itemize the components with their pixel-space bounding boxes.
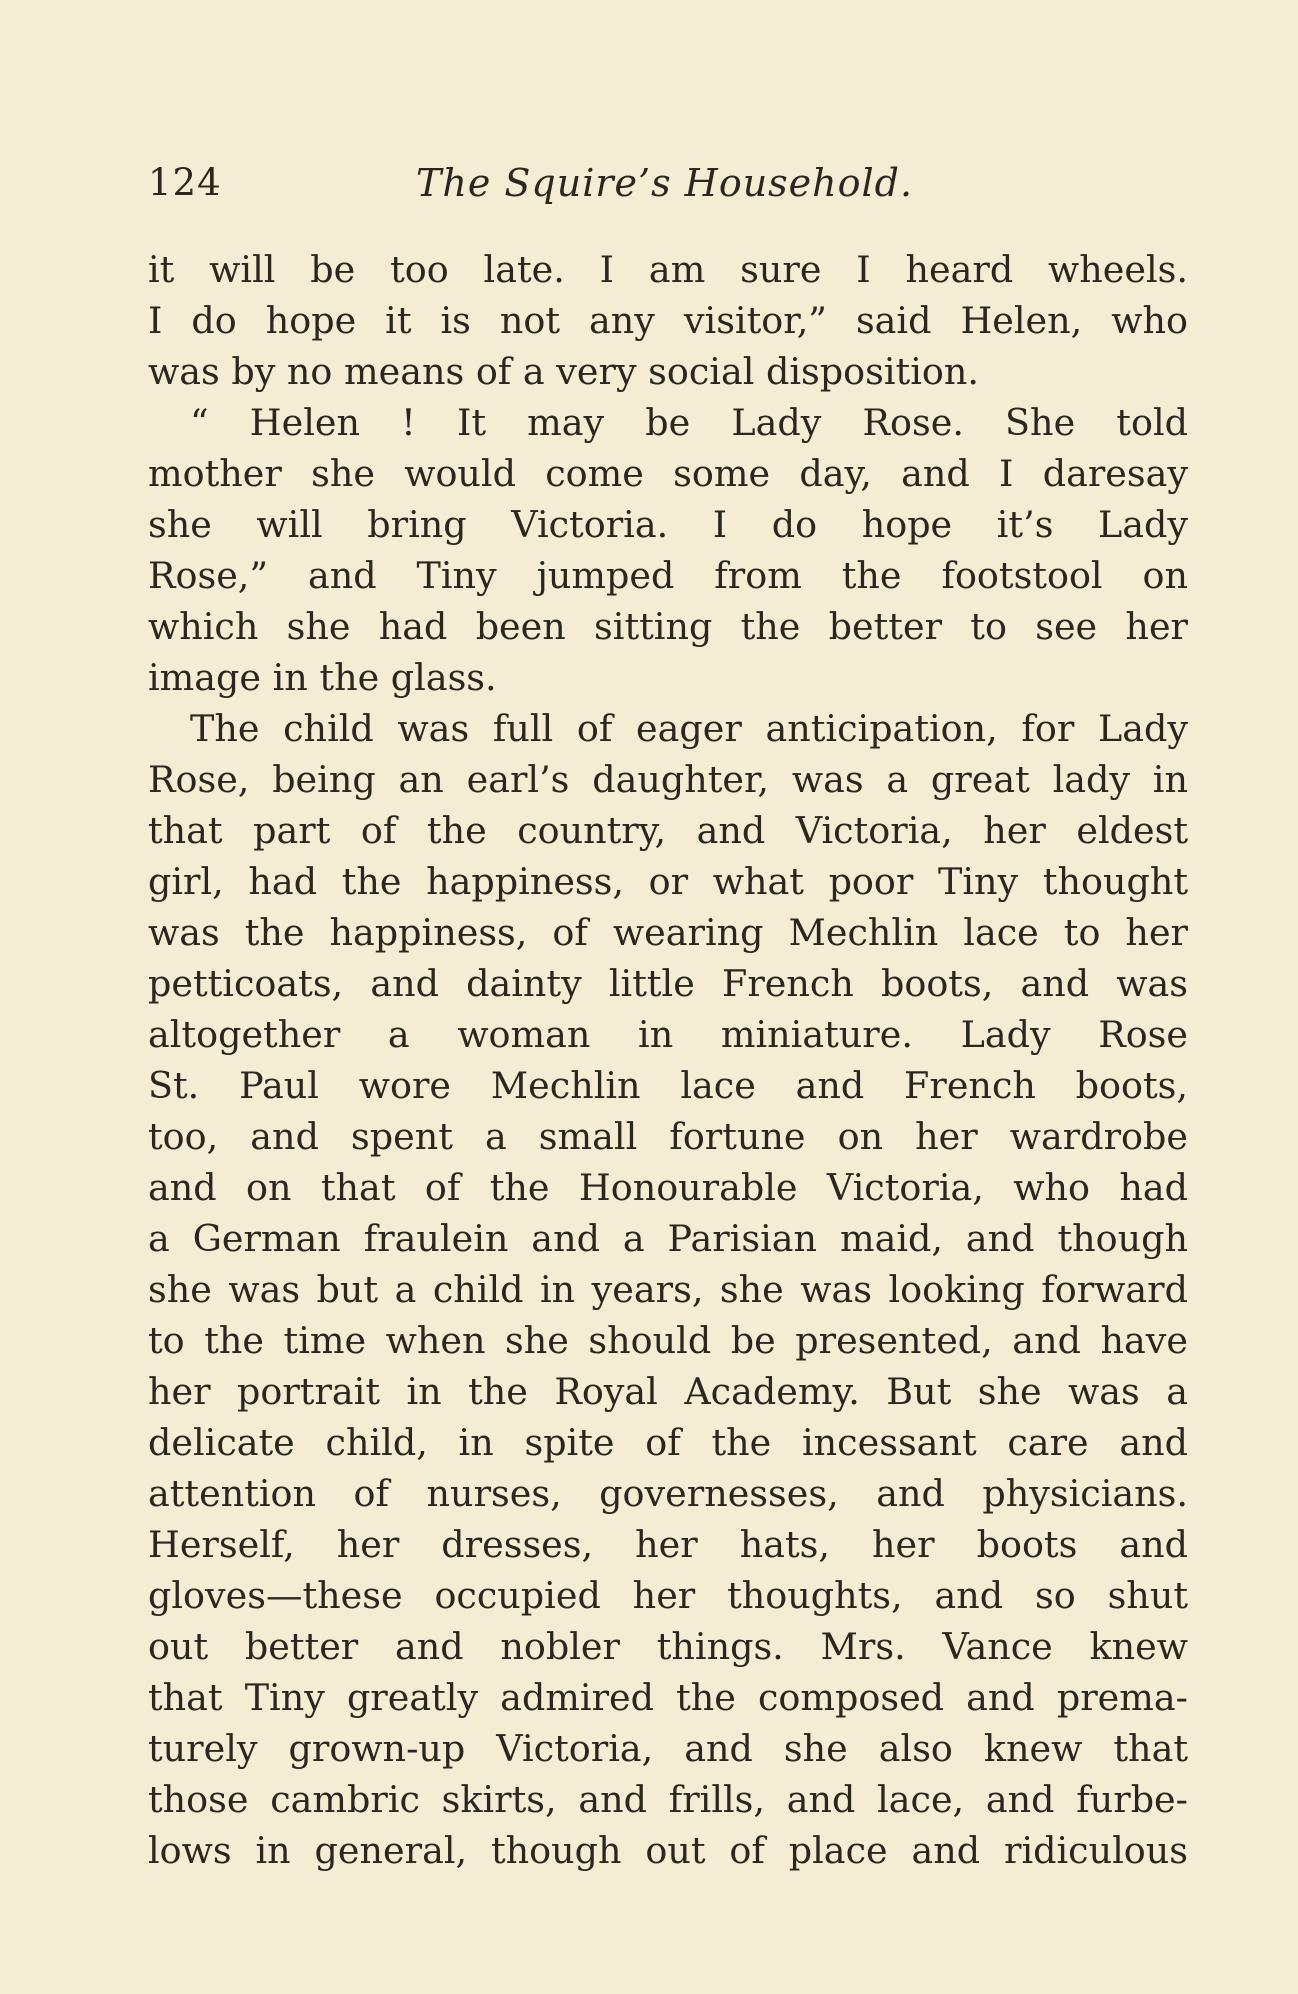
text-line: turely grown-up Victoria, and she also knew that xyxy=(148,1727,1188,1770)
text-line: girl, had the happiness, or what poor Tiny thought xyxy=(148,860,1188,903)
text-line: that Tiny greatly admired the composed and prema- xyxy=(148,1676,1188,1719)
text-line: “ Helen ! It may be Lady Rose. She told xyxy=(190,401,1188,444)
text-line: which she had been sitting the better to see her xyxy=(148,605,1188,648)
running-title: The Squire’s Household. xyxy=(416,161,914,205)
text-line: petticoats, and dainty little French boots, and was xyxy=(148,962,1188,1005)
text-line: St. Paul wore Mechlin lace and French boots, xyxy=(148,1064,1188,1107)
text-line: to the time when she should be presented, and have xyxy=(148,1319,1188,1362)
text-line: Herself, her dresses, her hats, her boots and xyxy=(148,1523,1188,1566)
text-line: was by no means of a very social disposition. xyxy=(148,350,979,393)
text-line: it will be too late. I am sure I heard wheels. xyxy=(148,248,1188,291)
text-line: was the happiness, of wearing Mechlin lace to her xyxy=(148,911,1188,954)
text-line: The child was full of eager anticipation, for Lady xyxy=(190,707,1188,750)
text-line: she was but a child in years, she was looking forward xyxy=(148,1268,1188,1311)
text-line: delicate child, in spite of the incessant care and xyxy=(148,1421,1188,1464)
text-line: gloves—these occupied her thoughts, and so shut xyxy=(148,1574,1188,1617)
page-header xyxy=(148,158,1188,208)
body-text xyxy=(148,244,1188,1876)
text-line: a German fraulein and a Parisian maid, and though xyxy=(148,1217,1188,1260)
text-line: her portrait in the Royal Academy. But she was a xyxy=(148,1370,1188,1413)
text-line: image in the glass. xyxy=(148,656,497,699)
text-line: and on that of the Honourable Victoria, who had xyxy=(148,1166,1188,1209)
text-line: those cambric skirts, and frills, and lace, and furbe- xyxy=(148,1778,1188,1821)
text-line: too, and spent a small fortune on her wardrobe xyxy=(148,1115,1188,1158)
text-line: Rose,” and Tiny jumped from the footstool on xyxy=(148,554,1188,597)
text-line: attention of nurses, governesses, and physicians. xyxy=(148,1472,1188,1515)
page-number: 124 xyxy=(148,161,222,204)
text-line: out better and nobler things. Mrs. Vance knew xyxy=(148,1625,1188,1668)
text-line: that part of the country, and Victoria, her eldest xyxy=(148,809,1188,852)
text-line: Rose, being an earl’s daughter, was a great lady in xyxy=(148,758,1188,801)
text-line: I do hope it is not any visitor,” said Helen, who xyxy=(148,299,1188,342)
text-line: altogether a woman in miniature. Lady Rose xyxy=(148,1013,1188,1056)
text-line: mother she would come some day, and I daresay xyxy=(148,452,1188,495)
text-line: she will bring Victoria. I do hope it’s Lady xyxy=(148,503,1188,546)
text-line: lows in general, though out of place and ridiculous xyxy=(148,1829,1188,1872)
